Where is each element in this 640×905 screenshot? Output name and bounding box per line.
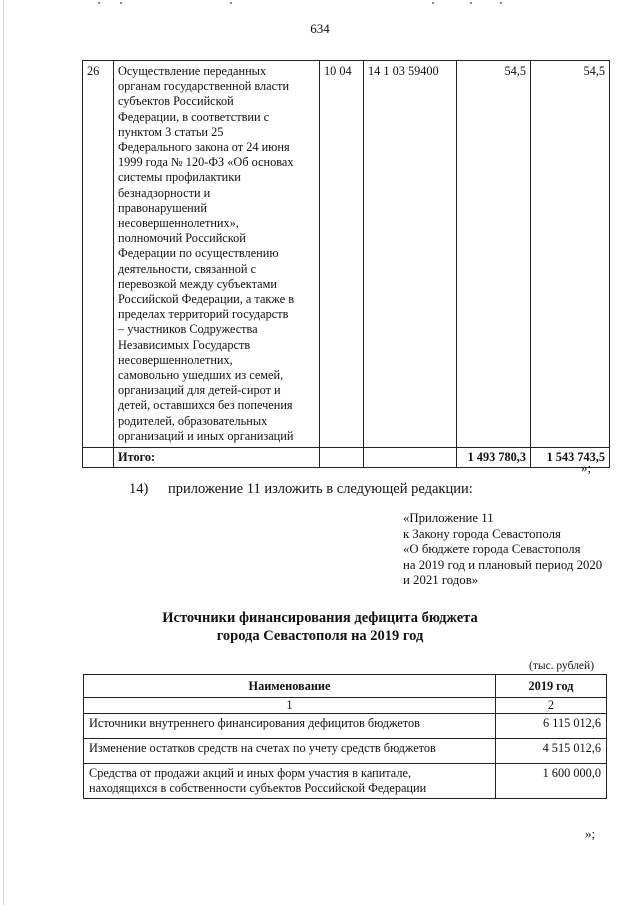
appendix-line: на 2019 год и плановый период 2020 bbox=[403, 557, 603, 572]
description-line: детей, оставшихся без попечения bbox=[118, 398, 293, 413]
description-line: перевозкой между субъектами bbox=[118, 276, 277, 291]
source-name: Изменение остатков средств на счетах по учету средств бюджетов bbox=[84, 739, 496, 764]
empty-cell bbox=[364, 448, 457, 468]
description-line: несовершеннолетних, bbox=[118, 352, 233, 367]
description-line: Осуществление переданных bbox=[118, 64, 267, 78]
amendment-item bbox=[129, 481, 473, 498]
source-name-line: находящихся в собственности субъектов Российской Федерации bbox=[89, 781, 427, 795]
description-line: 1999 года № 120-ФЗ «Об основах bbox=[118, 155, 294, 170]
units-label: (тыс. рублей) bbox=[529, 660, 595, 672]
closing-quote: »; bbox=[581, 460, 592, 475]
amount-2021: 54,5 bbox=[531, 61, 610, 448]
description-line: Независимых Государств bbox=[118, 337, 251, 352]
description-line: пунктом 3 статьи 25 bbox=[118, 124, 224, 139]
appendix-line: к Закону города Севастополя bbox=[403, 526, 561, 541]
description-line: самовольно ушедших из семей, bbox=[118, 368, 284, 383]
source-name: Источники внутреннего финансирования дефицитов бюджетов bbox=[84, 714, 496, 739]
description-line: организаций и иных организаций bbox=[118, 428, 294, 443]
scan-top-marks bbox=[0, 2, 640, 8]
header-name: Наименование bbox=[84, 675, 496, 698]
table-row bbox=[84, 714, 607, 739]
item-number: 14) bbox=[129, 481, 149, 497]
total-amount-2020: 1 493 780,3 bbox=[457, 448, 531, 468]
section-heading bbox=[0, 609, 640, 645]
description-line: организаций для детей-сирот и bbox=[118, 383, 281, 398]
description-line: несовершеннолетних», bbox=[118, 216, 239, 231]
target-article-code: 14 1 03 59400 bbox=[364, 61, 457, 448]
appendix-line: «Приложение 11 bbox=[403, 511, 494, 525]
row-number: 26 bbox=[83, 61, 114, 448]
page-number: 634 bbox=[310, 21, 330, 36]
source-name bbox=[84, 764, 496, 799]
appendix-line: «О бюджете города Севастополя bbox=[403, 542, 581, 556]
description-line: Федерации, в соответствии с bbox=[118, 109, 270, 124]
source-value: 6 115 012,6 bbox=[496, 714, 607, 739]
item-text: приложение 11 изложить в следующей редакции: bbox=[168, 481, 473, 497]
header-row bbox=[84, 675, 607, 698]
description-line: Федерального закона от 24 июня bbox=[118, 140, 290, 155]
source-name-line: Средства от продажи акций и иных форм участия в капитале, bbox=[89, 766, 412, 780]
description-line: системы профилактики bbox=[118, 170, 241, 185]
description-line: правонарушений bbox=[118, 200, 207, 215]
description-line: органам государственной власти bbox=[118, 79, 290, 94]
financing-sources-table bbox=[83, 674, 607, 799]
scan-edge-line bbox=[3, 0, 4, 905]
total-amount-2021: 1 543 743,5 bbox=[531, 448, 610, 468]
column-index: 2 bbox=[496, 698, 607, 714]
empty-cell bbox=[83, 448, 114, 468]
total-row bbox=[83, 448, 610, 468]
description-line: полномочий Российской bbox=[118, 231, 246, 246]
description-line: родителей, образовательных bbox=[118, 413, 268, 428]
description-line: деятельности, связанной с bbox=[118, 261, 257, 276]
amount-2020: 54,5 bbox=[457, 61, 531, 448]
total-label: Итого: bbox=[114, 448, 320, 468]
description-line: Российской Федерации, а также в bbox=[118, 292, 295, 307]
table-row bbox=[83, 61, 610, 448]
budget-table bbox=[82, 60, 610, 468]
heading-line-1: Источники финансирования дефицита бюджета bbox=[162, 610, 478, 626]
empty-cell bbox=[320, 448, 364, 468]
source-value: 4 515 012,6 bbox=[496, 739, 607, 764]
section-code: 10 04 bbox=[320, 61, 364, 448]
column-index: 1 bbox=[84, 698, 496, 714]
description-line: Федерации по осуществлению bbox=[118, 246, 279, 261]
appendix-line: и 2021 годов» bbox=[403, 573, 479, 587]
table-row bbox=[84, 764, 607, 799]
column-index-row bbox=[84, 698, 607, 714]
row-description bbox=[114, 61, 320, 448]
header-year: 2019 год bbox=[496, 675, 607, 698]
heading-line-2: города Севастополя на 2019 год bbox=[216, 628, 424, 644]
closing-quote: »; bbox=[585, 826, 596, 841]
description-line: – участников Содружества bbox=[118, 322, 258, 337]
source-value: 1 600 000,0 bbox=[496, 764, 607, 799]
description-line: безнадзорности и bbox=[118, 185, 211, 200]
table-row bbox=[84, 739, 607, 764]
description-line: пределах территорий государств bbox=[118, 307, 289, 322]
appendix-header bbox=[403, 511, 602, 589]
description-line: субъектов Российской bbox=[118, 94, 234, 109]
